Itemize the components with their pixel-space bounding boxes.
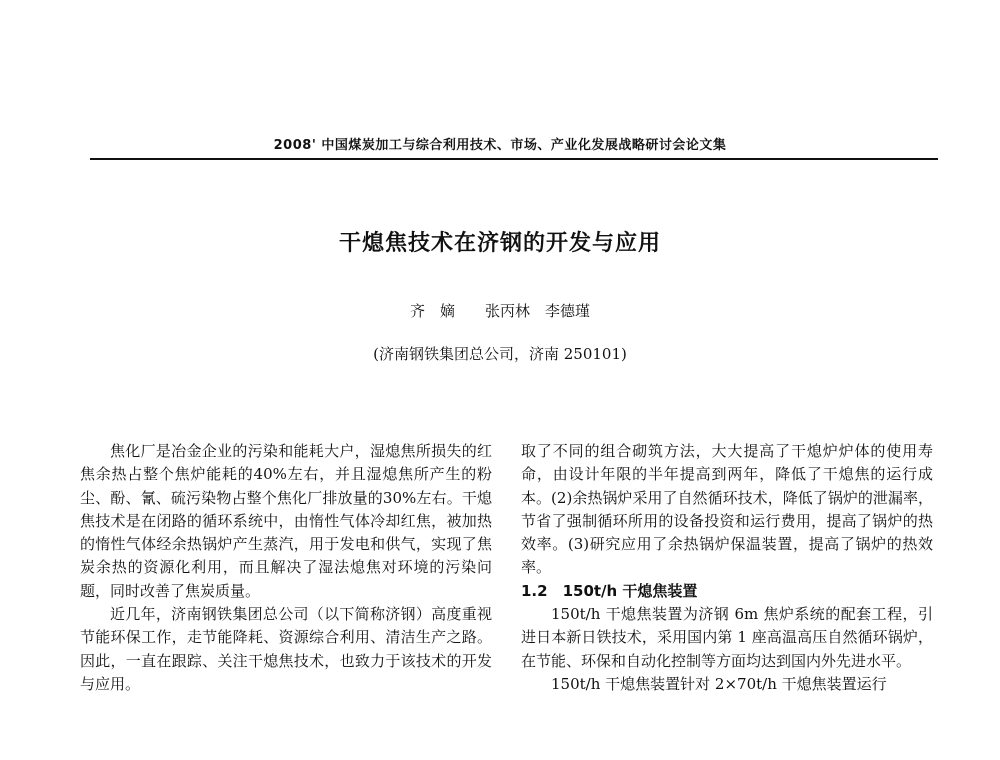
body-paragraph: 焦化厂是冶金企业的污染和能耗大户，湿熄焦所损失的红焦余热占整个焦炉能耗的40%左右，并且湿熄焦所产生的粉尘、酚、氰、硫污染物占整个焦化厂排放量的30%左右。干熄焦技术是在闭路的循环系统中，由惰性气体冷却红焦，被加热的惰性气体经余热锅炉产生蒸汽，用于发电和供气，实现了焦炭余热的资源化利用，而且解决了湿法熄焦对环境的污染问题，同时改善了焦炭质量。 xyxy=(80,442,492,600)
header-rule xyxy=(90,158,938,160)
body-paragraph: 150t/h 干熄焦装置针对 2×70t/h 干熄焦装置运行 xyxy=(551,674,887,693)
paper-title: 干熄焦技术在济钢的开发与应用 xyxy=(338,231,661,256)
affiliation: (济南钢铁集团总公司，济南 250101) xyxy=(373,345,627,363)
running-header: 2008' 中国煤炭加工与综合利用技术、市场、产业化发展战略研讨会论文集 xyxy=(273,138,727,153)
body-paragraph: 150t/h 干熄焦装置为济钢 6m 焦炉系统的配套工程，引进日本新日铁技术，采用国内第 1 座高温高压自然循环锅炉，在节能、环保和自动化控制等方面均达到国内外先进水平。 xyxy=(521,605,933,670)
authors: 齐 嫡 张丙林 李德瑾 xyxy=(409,302,590,320)
left-column xyxy=(80,440,492,696)
section-heading: 1.2 150t/h 干熄焦装置 xyxy=(521,581,698,600)
right-column xyxy=(521,440,933,696)
body-paragraph: 取了不同的组合砌筑方法，大大提高了干熄炉炉体的使用寿命，由设计年限的半年提高到两年，降低了干熄焦的运行成本。(2)余热锅炉采用了自然循环技术，降低了锅炉的泄漏率，节省了强制循环所用的设备投资和运行费用，提高了锅炉的热效率。(3)研究应用了余热锅炉保温装置，提高了锅炉的热效率。 xyxy=(521,442,933,577)
body-paragraph: 近几年，济南钢铁集团总公司（以下简称济钢）高度重视节能环保工作，走节能降耗、资源综合利用、清洁生产之路。因此，一直在跟踪、关注干熄焦技术，也致力于该技术的开发与应用。 xyxy=(80,605,492,693)
